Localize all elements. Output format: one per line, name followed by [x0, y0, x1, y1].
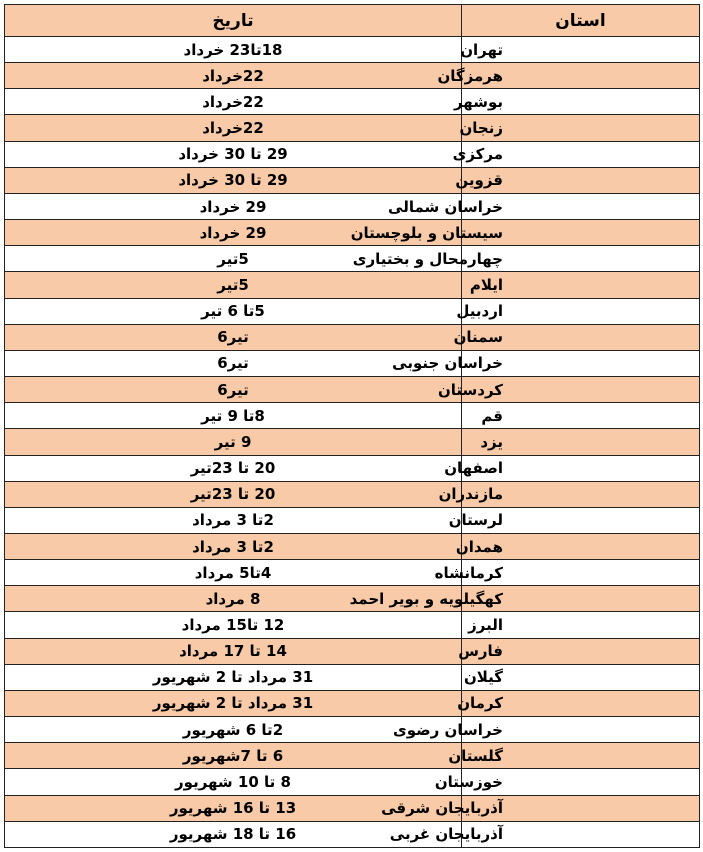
province-cell: اصفهان [462, 455, 700, 481]
date-cell: 9 تیر [5, 429, 462, 455]
table-row [5, 612, 700, 638]
table-row [5, 193, 700, 219]
table-row [5, 455, 700, 481]
province-cell: البرز [462, 612, 700, 638]
date-cell: تیر6 [5, 324, 462, 350]
province-cell: بوشهر [462, 89, 700, 115]
province-cell: آذربایجان غربی [462, 821, 700, 847]
province-cell: اردبیل [462, 298, 700, 324]
date-cell: 8تا 9 تیر [5, 403, 462, 429]
date-cell: 18تا23 خرداد [5, 37, 462, 63]
date-cell: 5تیر [5, 246, 462, 272]
date-cell: 12 تا15 مرداد [5, 612, 462, 638]
table-row [5, 586, 700, 612]
date-cell: 20 تا 23تیر [5, 455, 462, 481]
date-cell: 8 مرداد [5, 586, 462, 612]
province-cell: آذربایجان شرقی [462, 795, 700, 821]
province-schedule-table [4, 4, 700, 848]
province-cell: خراسان رضوی [462, 717, 700, 743]
province-cell: مازندران [462, 481, 700, 507]
province-cell: سیستان و بلوچستان [462, 220, 700, 246]
province-cell: هرمزگان [462, 63, 700, 89]
province-cell: سمنان [462, 324, 700, 350]
province-cell: تهران [462, 37, 700, 63]
date-cell: 8 تا 10 شهریور [5, 769, 462, 795]
table-row [5, 769, 700, 795]
table-row [5, 560, 700, 586]
table-row [5, 795, 700, 821]
province-cell: مرکزی [462, 141, 700, 167]
date-cell: 2تا 6 شهریور [5, 717, 462, 743]
table-row [5, 481, 700, 507]
date-cell: 22خرداد [5, 89, 462, 115]
province-cell: کرمان [462, 690, 700, 716]
province-cell: کردستان [462, 377, 700, 403]
date-cell: 4تا5 مرداد [5, 560, 462, 586]
date-cell: 29 خرداد [5, 193, 462, 219]
table-row [5, 63, 700, 89]
date-cell: 31 مرداد تا 2 شهریور [5, 664, 462, 690]
province-cell: قزوین [462, 167, 700, 193]
table-row [5, 115, 700, 141]
date-cell: 16 تا 18 شهریور [5, 821, 462, 847]
table-row [5, 743, 700, 769]
table-row [5, 298, 700, 324]
table-row [5, 89, 700, 115]
date-cell: 5تیر [5, 272, 462, 298]
province-cell: فارس [462, 638, 700, 664]
date-cell: 22خرداد [5, 63, 462, 89]
table-row [5, 246, 700, 272]
table-row [5, 377, 700, 403]
date-cell: 13 تا 16 شهریور [5, 795, 462, 821]
province-cell: ایلام [462, 272, 700, 298]
table-row [5, 167, 700, 193]
date-column-header: تاریخ [5, 5, 462, 37]
schedule-table-frame [4, 4, 699, 848]
table-row [5, 690, 700, 716]
date-cell: 31 مرداد تا 2 شهریور [5, 690, 462, 716]
table-row [5, 141, 700, 167]
province-cell: قم [462, 403, 700, 429]
table-row [5, 350, 700, 376]
date-cell: 29 خرداد [5, 220, 462, 246]
province-cell: همدان [462, 533, 700, 559]
province-cell: زنجان [462, 115, 700, 141]
date-cell: 29 تا 30 خرداد [5, 141, 462, 167]
province-cell: خراسان شمالی [462, 193, 700, 219]
province-cell: چهارمحال و بختیاری [462, 246, 700, 272]
table-row [5, 664, 700, 690]
table-row [5, 220, 700, 246]
table-row [5, 429, 700, 455]
table-row [5, 821, 700, 847]
date-cell: 20 تا 23تیر [5, 481, 462, 507]
table-row [5, 507, 700, 533]
province-cell: کرمانشاه [462, 560, 700, 586]
table-body [5, 37, 700, 848]
date-cell: 14 تا 17 مرداد [5, 638, 462, 664]
date-cell: 6 تا 7شهریور [5, 743, 462, 769]
date-cell: 2تا 3 مرداد [5, 507, 462, 533]
table-row [5, 37, 700, 63]
table-row [5, 324, 700, 350]
province-cell: لرستان [462, 507, 700, 533]
table-header-row [5, 5, 700, 37]
date-cell: 22خرداد [5, 115, 462, 141]
province-cell: کهگیلویه و بویر احمد [462, 586, 700, 612]
table-row [5, 638, 700, 664]
table-row [5, 717, 700, 743]
date-cell: 29 تا 30 خرداد [5, 167, 462, 193]
table-row [5, 403, 700, 429]
date-cell: تیر6 [5, 377, 462, 403]
province-cell: یزد [462, 429, 700, 455]
province-cell: گلستان [462, 743, 700, 769]
table-row [5, 272, 700, 298]
table-row [5, 533, 700, 559]
province-cell: خوزستان [462, 769, 700, 795]
date-cell: تیر6 [5, 350, 462, 376]
province-cell: خراسان جنوبی [462, 350, 700, 376]
date-cell: 5تا 6 تیر [5, 298, 462, 324]
date-cell: 2تا 3 مرداد [5, 533, 462, 559]
province-column-header: استان [462, 5, 700, 37]
province-cell: گیلان [462, 664, 700, 690]
